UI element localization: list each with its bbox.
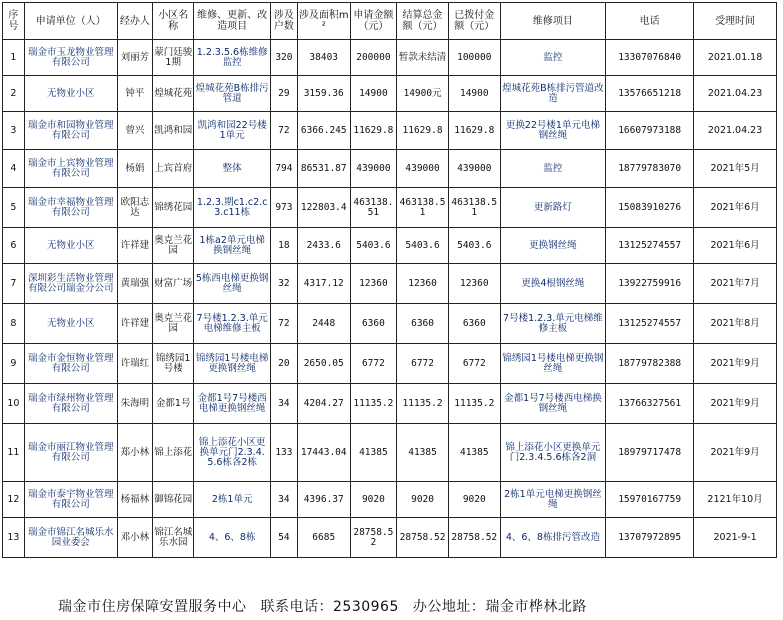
cell-community: 煌城花苑 xyxy=(153,76,194,112)
cell-seq: 3 xyxy=(3,112,25,150)
cell-area: 86531.87 xyxy=(297,150,350,188)
header-row xyxy=(3,3,777,40)
cell-area: 4317.12 xyxy=(297,264,350,304)
cell-seq: 12 xyxy=(3,482,25,518)
cell-households: 72 xyxy=(270,112,297,150)
cell-apply-amount: 6360 xyxy=(350,304,397,344)
cell-households: 320 xyxy=(270,40,297,76)
table-row xyxy=(3,482,777,518)
cell-paid-amount: 6772 xyxy=(448,344,500,384)
header-phone: 电话 xyxy=(606,3,694,40)
cell-project: 2栋1单元 xyxy=(194,482,271,518)
cell-settle-amount: 463138.51 xyxy=(397,188,449,228)
cell-community: 御锦花园 xyxy=(153,482,194,518)
cell-apply-amount: 11135.2 xyxy=(350,384,397,424)
cell-applicant: 无物业小区 xyxy=(24,228,117,264)
cell-handler: 刘丽芳 xyxy=(117,40,152,76)
cell-settle-amount: 9020 xyxy=(397,482,449,518)
cell-applicant: 瑞金市玉龙物业管理有限公司 xyxy=(24,40,117,76)
cell-community: 奥克兰花园 xyxy=(153,228,194,264)
footer-phone: 联系电话：2530965 xyxy=(260,599,399,615)
cell-seq: 8 xyxy=(3,304,25,344)
cell-settle-amount: 暂款未结清 xyxy=(397,40,449,76)
cell-accept-time: 2021.04.23 xyxy=(694,112,777,150)
cell-phone: 15970167759 xyxy=(606,482,694,518)
cell-area: 2433.6 xyxy=(297,228,350,264)
header-apply-amount: 申请金额（元） xyxy=(350,3,397,40)
cell-handler: 许祥建 xyxy=(117,304,152,344)
cell-accept-time: 2021.01.18 xyxy=(694,40,777,76)
cell-area: 4396.37 xyxy=(297,482,350,518)
table-row xyxy=(3,228,777,264)
cell-community: 锦绣园1号楼 xyxy=(153,344,194,384)
cell-accept-time: 2021-9-1 xyxy=(694,518,777,558)
cell-project: 锦绣园1号楼电梯更换钢丝绳 xyxy=(194,344,271,384)
cell-paid-amount: 11629.8 xyxy=(448,112,500,150)
cell-phone: 15083910276 xyxy=(606,188,694,228)
cell-paid-amount: 11135.2 xyxy=(448,384,500,424)
cell-repair-item: 监控 xyxy=(500,150,606,188)
header-households: 涉及户数 xyxy=(270,3,297,40)
cell-accept-time: 2021年6月 xyxy=(694,228,777,264)
cell-project: 1栋a2单元电梯换钢丝绳 xyxy=(194,228,271,264)
cell-applicant: 瑞金市绿州物业管理有限公司 xyxy=(24,384,117,424)
cell-apply-amount: 463138.51 xyxy=(350,188,397,228)
cell-paid-amount: 100000 xyxy=(448,40,500,76)
cell-settle-amount: 11629.8 xyxy=(397,112,449,150)
cell-phone: 18779783070 xyxy=(606,150,694,188)
cell-community: 奥克兰花园 xyxy=(153,304,194,344)
cell-accept-time: 2021年8月 xyxy=(694,304,777,344)
cell-repair-item: 锦绣园1号楼电梯更换钢丝绳 xyxy=(500,344,606,384)
table-row xyxy=(3,304,777,344)
footer-contact xyxy=(58,596,601,616)
cell-applicant: 瑞金市上宾物业管理有限公司 xyxy=(24,150,117,188)
cell-project: 7号楼1.2.3.单元电梯维修主板 xyxy=(194,304,271,344)
cell-applicant: 瑞金市金恒物业管理有限公司 xyxy=(24,344,117,384)
cell-paid-amount: 28758.52 xyxy=(448,518,500,558)
cell-repair-item: 金都1号7号楼西电梯换钢丝绳 xyxy=(500,384,606,424)
cell-applicant: 瑞金市幸福物业管理有限公司 xyxy=(24,188,117,228)
table-body xyxy=(3,40,777,558)
header-handler: 经办人 xyxy=(117,3,152,40)
table-row xyxy=(3,112,777,150)
cell-repair-item: 更换钢丝绳 xyxy=(500,228,606,264)
cell-seq: 10 xyxy=(3,384,25,424)
cell-phone: 13307076840 xyxy=(606,40,694,76)
header-seq: 序号 xyxy=(3,3,25,40)
header-paid-amount: 已拨付金额（元） xyxy=(448,3,500,40)
cell-handler: 欧阳志达 xyxy=(117,188,152,228)
cell-phone: 18779782388 xyxy=(606,344,694,384)
cell-apply-amount: 41385 xyxy=(350,424,397,482)
cell-handler: 杨福林 xyxy=(117,482,152,518)
cell-repair-item: 7号楼1.2.3.单元电梯维修主板 xyxy=(500,304,606,344)
cell-handler: 许祥建 xyxy=(117,228,152,264)
footer-address: 办公地址：瑞金市桦林北路 xyxy=(412,599,587,615)
cell-phone: 16607973188 xyxy=(606,112,694,150)
cell-accept-time: 2021年9月 xyxy=(694,424,777,482)
cell-phone: 18979717478 xyxy=(606,424,694,482)
cell-project: 金都1号7号楼西电梯更换钢丝绳 xyxy=(194,384,271,424)
cell-repair-item: 煌城花苑B栋排污管道改造 xyxy=(500,76,606,112)
cell-settle-amount: 12360 xyxy=(397,264,449,304)
cell-paid-amount: 41385 xyxy=(448,424,500,482)
cell-community: 财富广场 xyxy=(153,264,194,304)
cell-area: 6366.245 xyxy=(297,112,350,150)
cell-paid-amount: 6360 xyxy=(448,304,500,344)
cell-community: 蒙门廷骏1期 xyxy=(153,40,194,76)
cell-paid-amount: 5403.6 xyxy=(448,228,500,264)
cell-accept-time: 2021年6月 xyxy=(694,188,777,228)
table-row xyxy=(3,150,777,188)
cell-project: 凯鸿和园22号楼1单元 xyxy=(194,112,271,150)
header-accept-time: 受理时间 xyxy=(694,3,777,40)
cell-project: 锦上添花小区更换单元门2.3.4.5.6栋各2栋 xyxy=(194,424,271,482)
cell-settle-amount: 28758.52 xyxy=(397,518,449,558)
table-row xyxy=(3,264,777,304)
cell-apply-amount: 14900 xyxy=(350,76,397,112)
cell-repair-item: 更换22号楼1单元电梯钢丝绳 xyxy=(500,112,606,150)
cell-seq: 6 xyxy=(3,228,25,264)
cell-community: 金都1号 xyxy=(153,384,194,424)
cell-households: 72 xyxy=(270,304,297,344)
cell-seq: 9 xyxy=(3,344,25,384)
cell-households: 973 xyxy=(270,188,297,228)
cell-applicant: 瑞金市泰宇物业管理有限公司 xyxy=(24,482,117,518)
cell-households: 133 xyxy=(270,424,297,482)
cell-settle-amount: 41385 xyxy=(397,424,449,482)
cell-apply-amount: 5403.6 xyxy=(350,228,397,264)
table-row xyxy=(3,384,777,424)
header-applicant: 申请单位（人） xyxy=(24,3,117,40)
cell-area: 4204.27 xyxy=(297,384,350,424)
header-settle-amount: 结算总金额（元） xyxy=(397,3,449,40)
cell-seq: 1 xyxy=(3,40,25,76)
cell-apply-amount: 200000 xyxy=(350,40,397,76)
cell-apply-amount: 439000 xyxy=(350,150,397,188)
cell-repair-item: 更换4根钢丝绳 xyxy=(500,264,606,304)
cell-community: 锦上添花 xyxy=(153,424,194,482)
cell-applicant: 瑞金市和园物业管理有限公司 xyxy=(24,112,117,150)
cell-community: 锦江名城乐水园 xyxy=(153,518,194,558)
cell-seq: 4 xyxy=(3,150,25,188)
cell-applicant: 深圳彩生活物业管理有限公司瑞金分公司 xyxy=(24,264,117,304)
table-row xyxy=(3,76,777,112)
cell-phone: 13766327561 xyxy=(606,384,694,424)
cell-project: 4、6、8栋 xyxy=(194,518,271,558)
header-area: 涉及面积m² xyxy=(297,3,350,40)
cell-households: 54 xyxy=(270,518,297,558)
cell-paid-amount: 12360 xyxy=(448,264,500,304)
cell-seq: 7 xyxy=(3,264,25,304)
cell-applicant: 瑞金市丽江物业管理有限公司 xyxy=(24,424,117,482)
cell-accept-time: 2021.04.23 xyxy=(694,76,777,112)
cell-area: 38403 xyxy=(297,40,350,76)
cell-area: 2448 xyxy=(297,304,350,344)
header-community: 小区名称 xyxy=(153,3,194,40)
header-project: 维修、更新、改造项目 xyxy=(194,3,271,40)
cell-handler: 曾兴 xyxy=(117,112,152,150)
cell-apply-amount: 6772 xyxy=(350,344,397,384)
cell-phone: 13922759916 xyxy=(606,264,694,304)
record-sheet xyxy=(2,2,777,558)
cell-seq: 5 xyxy=(3,188,25,228)
cell-apply-amount: 11629.8 xyxy=(350,112,397,150)
table-row xyxy=(3,518,777,558)
cell-settle-amount: 11135.2 xyxy=(397,384,449,424)
cell-area: 3159.36 xyxy=(297,76,350,112)
cell-repair-item: 2栋1单元电梯更换钢丝绳 xyxy=(500,482,606,518)
cell-repair-item: 更新路灯 xyxy=(500,188,606,228)
footer-center-name: 瑞金市住房保障安置服务中心 xyxy=(58,599,247,615)
cell-area: 122803.4 xyxy=(297,188,350,228)
cell-settle-amount: 6772 xyxy=(397,344,449,384)
table-row xyxy=(3,188,777,228)
cell-area: 6685 xyxy=(297,518,350,558)
cell-handler: 黄瑞强 xyxy=(117,264,152,304)
cell-paid-amount: 9020 xyxy=(448,482,500,518)
cell-apply-amount: 12360 xyxy=(350,264,397,304)
cell-phone: 13707972895 xyxy=(606,518,694,558)
cell-accept-time: 2021年9月 xyxy=(694,384,777,424)
cell-paid-amount: 439000 xyxy=(448,150,500,188)
cell-households: 34 xyxy=(270,482,297,518)
table-row xyxy=(3,424,777,482)
cell-accept-time: 2021年9月 xyxy=(694,344,777,384)
cell-handler: 钟平 xyxy=(117,76,152,112)
cell-handler: 杨娟 xyxy=(117,150,152,188)
cell-community: 上宾首府 xyxy=(153,150,194,188)
cell-applicant: 无物业小区 xyxy=(24,76,117,112)
cell-repair-item: 锦上添花小区更换单元门2.3.4.5.6栋各2洞 xyxy=(500,424,606,482)
cell-accept-time: 2121年10月 xyxy=(694,482,777,518)
cell-paid-amount: 463138.51 xyxy=(448,188,500,228)
cell-handler: 朱海明 xyxy=(117,384,152,424)
cell-phone: 13125274557 xyxy=(606,304,694,344)
cell-households: 18 xyxy=(270,228,297,264)
cell-settle-amount: 6360 xyxy=(397,304,449,344)
header-repair-item: 维修项目 xyxy=(500,3,606,40)
cell-settle-amount: 14900元 xyxy=(397,76,449,112)
cell-project: 整体 xyxy=(194,150,271,188)
cell-project: 1.2.3.期c1.c2.c3.c11栋 xyxy=(194,188,271,228)
cell-handler: 许瑞红 xyxy=(117,344,152,384)
cell-households: 34 xyxy=(270,384,297,424)
cell-applicant: 瑞金市锦江名城乐水园业委会 xyxy=(24,518,117,558)
cell-project: 1.2.3.5.6栋维修监控 xyxy=(194,40,271,76)
cell-area: 2650.05 xyxy=(297,344,350,384)
cell-phone: 13576651218 xyxy=(606,76,694,112)
cell-project: 煌城花苑B栋排污管道 xyxy=(194,76,271,112)
repair-fund-table xyxy=(2,2,777,558)
cell-settle-amount: 439000 xyxy=(397,150,449,188)
cell-seq: 11 xyxy=(3,424,25,482)
cell-households: 794 xyxy=(270,150,297,188)
cell-accept-time: 2021年5月 xyxy=(694,150,777,188)
cell-applicant: 无物业小区 xyxy=(24,304,117,344)
cell-apply-amount: 9020 xyxy=(350,482,397,518)
cell-handler: 郑小林 xyxy=(117,424,152,482)
cell-seq: 13 xyxy=(3,518,25,558)
cell-accept-time: 2021年7月 xyxy=(694,264,777,304)
table-row xyxy=(3,40,777,76)
cell-community: 凯鸿和园 xyxy=(153,112,194,150)
cell-community: 锦绣花园 xyxy=(153,188,194,228)
cell-project: 5栋西电梯更换钢丝绳 xyxy=(194,264,271,304)
cell-area: 17443.04 xyxy=(297,424,350,482)
cell-repair-item: 4、6、8栋排污管改造 xyxy=(500,518,606,558)
cell-handler: 邓小林 xyxy=(117,518,152,558)
cell-households: 20 xyxy=(270,344,297,384)
cell-households: 32 xyxy=(270,264,297,304)
cell-paid-amount: 14900 xyxy=(448,76,500,112)
cell-seq: 2 xyxy=(3,76,25,112)
cell-phone: 13125274557 xyxy=(606,228,694,264)
cell-settle-amount: 5403.6 xyxy=(397,228,449,264)
table-row xyxy=(3,344,777,384)
cell-apply-amount: 28758.52 xyxy=(350,518,397,558)
cell-households: 29 xyxy=(270,76,297,112)
cell-repair-item: 监控 xyxy=(500,40,606,76)
